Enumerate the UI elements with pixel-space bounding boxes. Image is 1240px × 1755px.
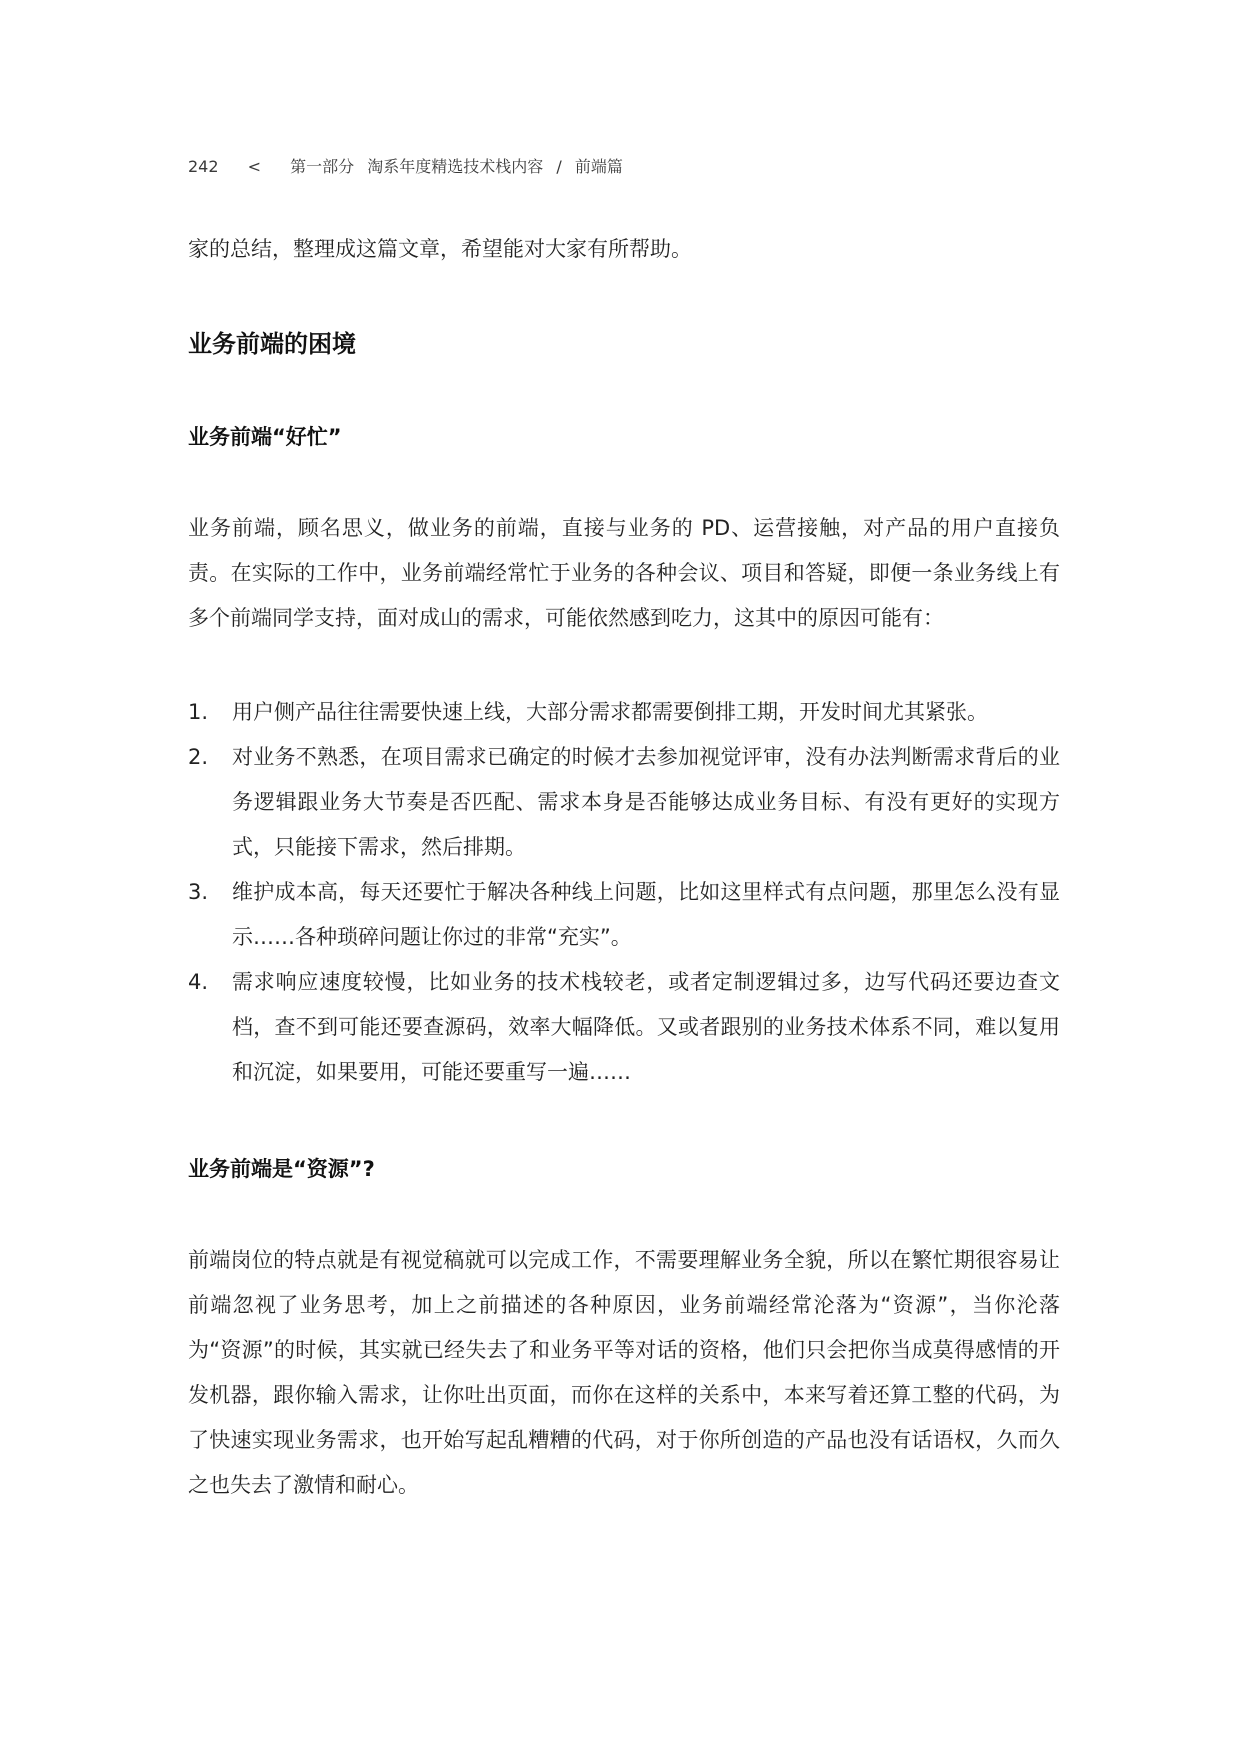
subsection-busy-paragraph: 业务前端，顾名思义，做业务的前端，直接与业务的 PD、运营接触，对产品的用户直接负责。在实际的工作中，业务前端经常忙于业务的各种会议、项目和答疑，即便一条业务线上有多个前端同学支持，面对成山的需求，可能依然感到吃力，这其中的原因可能有： (188, 516, 1060, 630)
list-item (188, 870, 1060, 960)
subsection-resource-paragraph: 前端岗位的特点就是有视觉稿就可以完成工作，不需要理解业务全貌，所以在繁忙期很容易让前端忽视了业务思考，加上之前描述的各种原因，业务前端经常沦落为“资源”，当你沦落为“资源”的时候，其实就已经失去了和业务平等对话的资格，他们只会把你当成莫得感情的开发机器，跟你输入需求，让你吐出页面，而你在这样的关系中，本来写着还算工整的代码，为了快速实现业务需求，也开始写起乱糟糟的代码，对于你所创造的产品也没有话语权，久而久之也失去了激情和耐心。 (188, 1248, 1060, 1497)
list-item-text: 需求响应速度较慢，比如业务的技术栈较老，或者定制逻辑过多，边写代码还要边查文档，查不到可能还要查源码，效率大幅降低。又或者跟别的业务技术体系不同，难以复用和沉淀，如果要用，可能还要重写一遍…… (232, 970, 1060, 1084)
list-item (188, 960, 1060, 1095)
list-item-number: 3. (188, 880, 209, 904)
header-separator: < (247, 157, 262, 176)
list-item-text: 用户侧产品往往需要快速上线，大部分需求都需要倒排工期，开发时间尤其紧张。 (232, 700, 988, 724)
list-item (188, 690, 1060, 735)
running-header (188, 154, 623, 177)
header-section: 前端篇 (574, 157, 623, 176)
list-item-number: 2. (188, 745, 209, 769)
list-item-number: 4. (188, 970, 209, 994)
intro-paragraph-tail: 家的总结，整理成这篇文章，希望能对大家有所帮助。 (188, 237, 692, 261)
subsection-title-resource: 业务前端是“资源”? (188, 1157, 375, 1181)
list-item-text: 维护成本高，每天还要忙于解决各种线上问题，比如这里样式有点问题，那里怎么没有显示……各种琐碎问题让你过的非常“充实”。 (232, 880, 1060, 949)
list-item-text: 对业务不熟悉，在项目需求已确定的时候才去参加视觉评审，没有办法判断需求背后的业务逻辑跟业务大节奏是否匹配、需求本身是否能够达成业务目标、有没有更好的实现方式，只能接下需求，然后排期。 (232, 745, 1060, 859)
header-slash: / (556, 157, 562, 176)
list-item-number: 1. (188, 700, 209, 724)
header-part: 第一部分 (290, 157, 355, 176)
header-book-title: 淘系年度精选技术栈内容 (367, 157, 544, 176)
page-number: 242 (188, 157, 219, 176)
list-item (188, 735, 1060, 870)
section-title: 业务前端的困境 (188, 330, 356, 358)
reasons-list (188, 690, 1060, 1095)
subsection-title-busy: 业务前端“好忙” (188, 425, 342, 449)
